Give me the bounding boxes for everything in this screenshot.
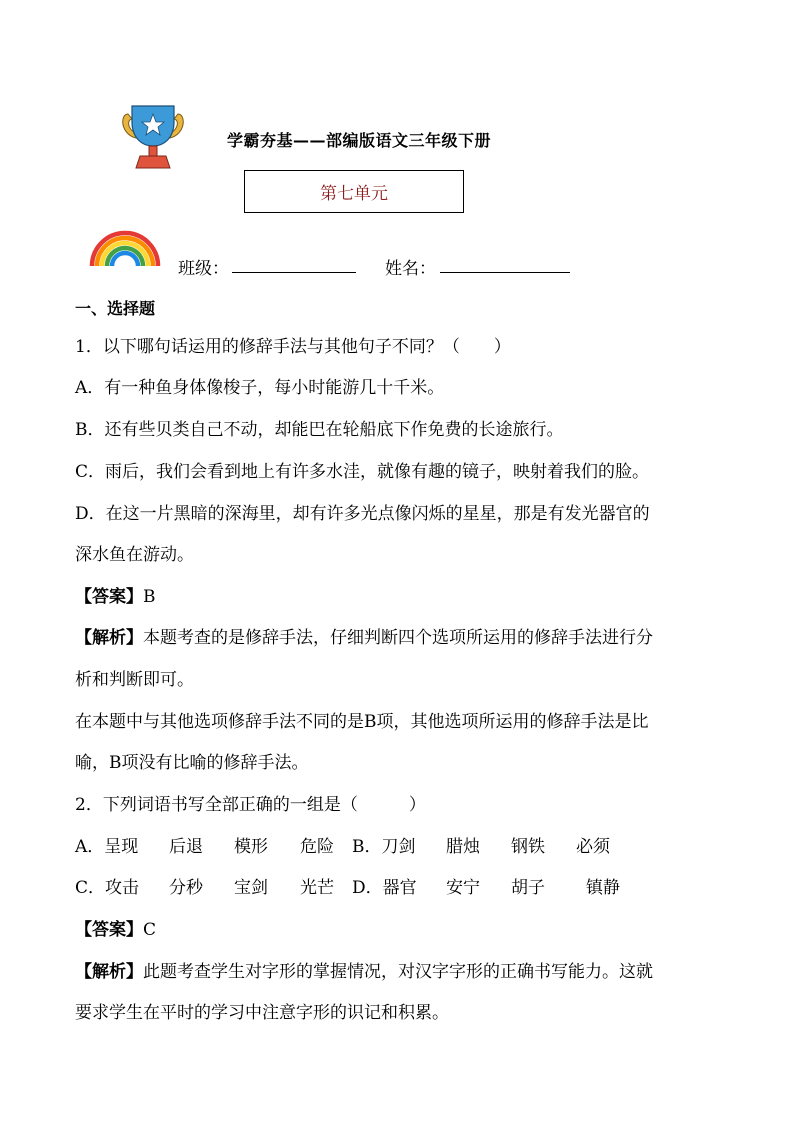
q1-analysis-tag: 【解析】 (75, 628, 143, 648)
rainbow-icon (88, 226, 162, 268)
q1-analysis-text1: 本题考查的是修辞手法，仔细判断四个选项所运用的修辞手法进行分 (143, 628, 653, 648)
section-heading: 一、选择题 (75, 299, 156, 318)
unit-title-box (244, 170, 464, 213)
q1-option-b: B．还有些贝类自己不动，却能巴在轮船底下作免费的长途旅行。 (75, 420, 564, 440)
q2-option-c-word4: 光芒 (300, 878, 334, 898)
document-title: 学霸夯基——部编版语文三年级下册 (227, 131, 492, 150)
q2-answer (75, 919, 156, 941)
unit-title: 第七单元 (320, 184, 388, 204)
trophy-icon (118, 100, 188, 172)
q2-option-c-word2: 分秒 (169, 878, 203, 898)
class-input-line (232, 272, 356, 273)
q1-option-a: A．有一种鱼身体像梭子，每小时能游几十千米。 (75, 378, 445, 398)
q2-stem: 2．下列词语书写全部正确的一组是（ ） (75, 795, 426, 815)
q1-analysis-line4: 喻，B项没有比喻的修辞手法。 (75, 753, 309, 773)
q1-analysis-line2: 析和判断即可。 (75, 670, 194, 690)
class-label: 班级： (178, 259, 229, 279)
q2-option-b-word1: B．刀剑 (352, 837, 416, 857)
q2-option-a-word2: 后退 (169, 837, 203, 857)
q2-option-c-word1: C．攻击 (75, 878, 140, 898)
q1-stem: 1．以下哪句话运用的修辞手法与其他句子不同？（ ） (75, 337, 511, 357)
q1-analysis-line1 (75, 627, 653, 649)
name-input-line (440, 272, 570, 273)
q2-option-a-word3: 模形 (234, 837, 268, 857)
q1-answer (75, 586, 156, 608)
q2-analysis-tag: 【解析】 (75, 962, 143, 982)
q2-option-a-word1: A．呈现 (75, 837, 139, 857)
q2-option-c-word3: 宝剑 (234, 878, 268, 898)
q1-answer-tag: 【答案】 (75, 587, 143, 607)
q2-analysis-line1 (75, 961, 653, 983)
q2-analysis-line2: 要求学生在平时的学习中注意字形的识记和积累。 (75, 1003, 449, 1023)
q2-option-d-word3: 胡子 (511, 878, 545, 898)
q1-answer-value: B (143, 587, 156, 607)
q2-option-d-word2: 安宁 (446, 878, 480, 898)
q2-option-b-word3: 钢铁 (511, 837, 545, 857)
q1-option-d-line2: 深水鱼在游动。 (75, 545, 194, 565)
q2-answer-tag: 【答案】 (75, 920, 143, 940)
q2-option-b-word4: 必须 (576, 837, 610, 857)
q2-answer-value: C (143, 920, 157, 940)
q2-analysis-text1: 此题考查学生对字形的掌握情况，对汉字字形的正确书写能力。这就 (143, 962, 653, 982)
q2-option-d-word1: D．器官 (352, 878, 417, 898)
q2-option-d-word4: 镇静 (586, 878, 620, 898)
q1-option-c: C．雨后，我们会看到地上有许多水洼，就像有趣的镜子，映射着我们的脸。 (75, 462, 650, 482)
q1-analysis-line3: 在本题中与其他选项修辞手法不同的是B项，其他选项所运用的修辞手法是比 (75, 712, 649, 732)
name-label: 姓名： (385, 259, 436, 279)
q2-option-a-word4: 危险 (300, 837, 334, 857)
q2-option-b-word2: 腊烛 (446, 837, 480, 857)
q1-option-d-line1: D．在这一片黑暗的深海里，却有许多光点像闪烁的星星，那是有发光器官的 (75, 504, 650, 524)
